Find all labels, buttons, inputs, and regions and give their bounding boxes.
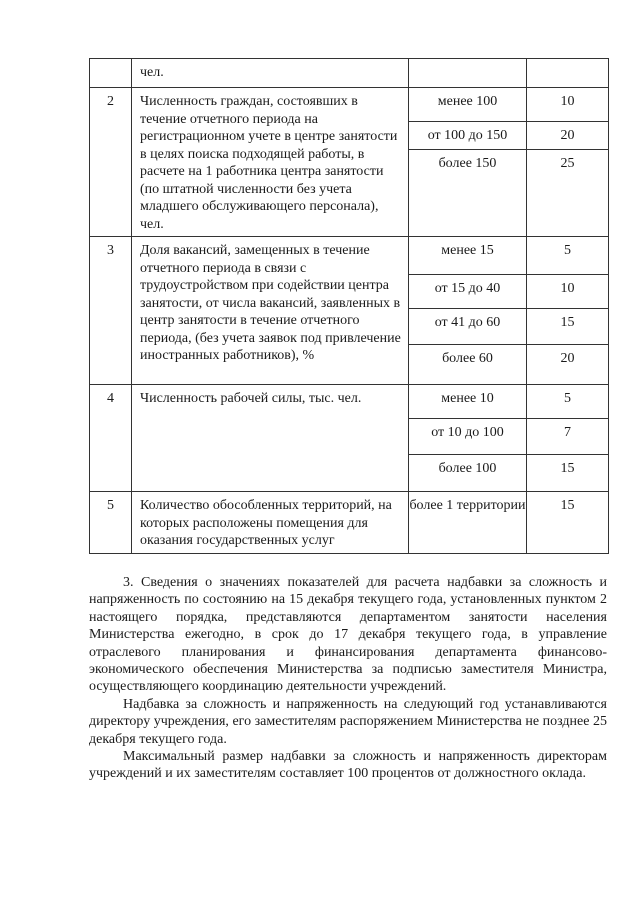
points-cell: 15 (527, 309, 609, 345)
row-number: 5 (90, 492, 132, 554)
range-cell: от 10 до 100 (409, 419, 527, 455)
points-cell: 7 (527, 419, 609, 455)
row-number: 3 (90, 237, 132, 385)
row-description: Доля вакансий, замещенных в течение отчетного периода в связи с трудоустройством при содействии центра занятости, от числа вакансий, заявленных в центр занятости в течение отчетного периода, (без учета заявок под привлечение иностранных работников), % (132, 237, 409, 385)
points-cell: 20 (527, 122, 609, 150)
range-cell: от 100 до 150 (409, 122, 527, 150)
paragraph: Максимальный размер надбавки за сложность и напряженность директорам учреждений и их заместителям составляет 100 процентов от должностного оклада. (89, 749, 607, 782)
range-cell: более 60 (409, 345, 527, 385)
points-cell: 5 (527, 385, 609, 419)
range-cell (409, 59, 527, 88)
points-cell: 20 (527, 345, 609, 385)
row-description: Численность граждан, состоявших в течение отчетного периода на регистрационном учете в центре занятости в целях поиска подходящей работы, в расчете на 1 работника центра занятости (по штатной численности без учета младшего обслуживающего персонала), чел. (132, 88, 409, 237)
points-cell: 25 (527, 150, 609, 237)
range-cell: более 1 территории (409, 492, 527, 554)
points-cell: 15 (527, 455, 609, 492)
range-cell: менее 10 (409, 385, 527, 419)
range-cell: от 41 до 60 (409, 309, 527, 345)
points-cell: 10 (527, 275, 609, 309)
criteria-table (89, 58, 609, 554)
row-description: Численность рабочей силы, тыс. чел. (132, 385, 409, 492)
points-cell: 15 (527, 492, 609, 554)
row-number (90, 59, 132, 88)
row-description: чел. (132, 59, 409, 88)
table-row (90, 88, 609, 122)
row-description: Количество обособленных территорий, на которых расположены помещения для оказания государственных услуг (132, 492, 409, 554)
range-cell: более 100 (409, 455, 527, 492)
table-row (90, 385, 609, 419)
points-cell: 5 (527, 237, 609, 275)
row-number: 2 (90, 88, 132, 237)
paragraph: Надбавка за сложность и напряженность на следующий год устанавливаются директору учреждения, его заместителям распоряжением Министерства не позднее 25 декабря текущего года. (89, 696, 607, 747)
range-cell: более 150 (409, 150, 527, 237)
points-cell (527, 59, 609, 88)
table-row (90, 237, 609, 275)
range-cell: от 15 до 40 (409, 275, 527, 309)
row-number: 4 (90, 385, 132, 492)
body-text (89, 574, 607, 783)
table-row (90, 59, 609, 88)
points-cell: 10 (527, 88, 609, 122)
range-cell: менее 15 (409, 237, 527, 275)
table-row (90, 492, 609, 554)
paragraph: 3. Сведения о значениях показателей для расчета надбавки за сложность и напряженность по состоянию на 15 декабря текущего года, установленных пунктом 2 настоящего порядка, представляются департаментом занятости населения Министерства ежегодно, в срок до 17 декабря текущего года, в управление отраслевого планирования и финансирования департамента финансово-экономического обеспечения Министерства за подписью заместителя Министра, осуществляющего координацию деятельности учреждений. (89, 575, 607, 695)
range-cell: менее 100 (409, 88, 527, 122)
